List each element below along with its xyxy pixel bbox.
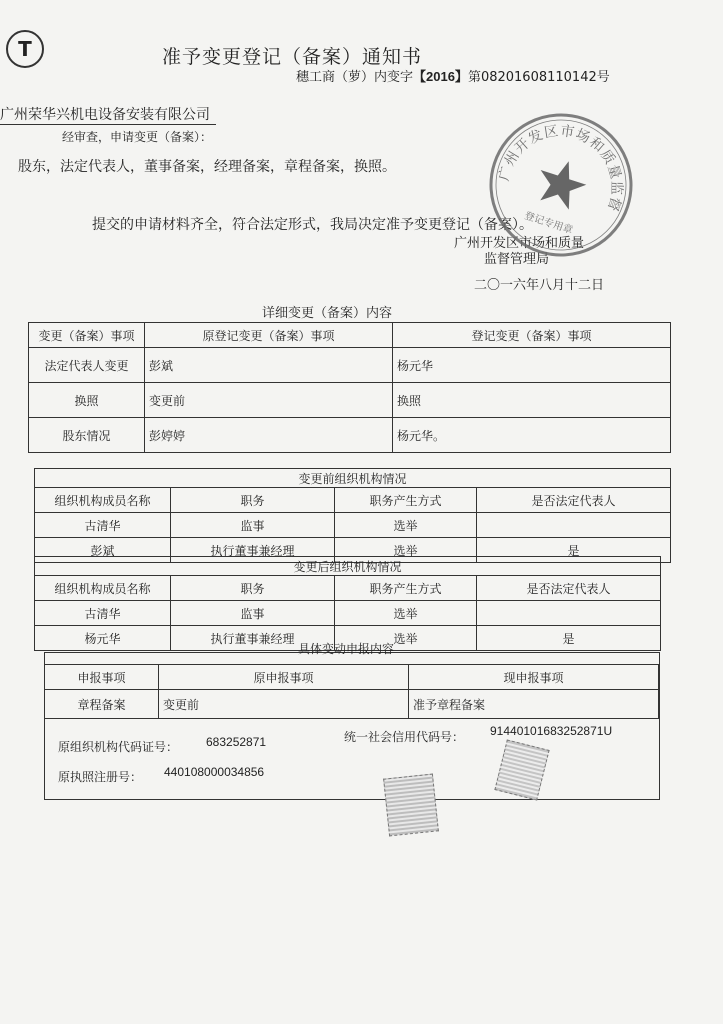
org-member-method: 选举 [335, 626, 477, 651]
org-after-header-row [35, 576, 661, 601]
org-header-name: 组织机构成员名称 [35, 576, 171, 601]
detail-original: 彭婷婷 [145, 418, 393, 453]
issuer-line-1: 广州开发区市场和质量 [454, 236, 585, 251]
detail-row [29, 348, 671, 383]
filing-original: 变更前 [159, 690, 409, 719]
org-member-method: 选举 [335, 513, 477, 538]
org-member-legal-rep: 是 [477, 538, 671, 563]
org-member-legal-rep [477, 601, 661, 626]
filing-current: 准予章程备案 [409, 690, 659, 719]
document-number [296, 66, 610, 85]
detail-new: 换照 [393, 383, 671, 418]
org-member-name: 古清华 [35, 601, 171, 626]
org-header-name: 组织机构成员名称 [35, 488, 171, 513]
org-member-name: 彭斌 [35, 538, 171, 563]
change-items: 股东，法定代表人，董事备案，经理备案，章程备案，换照。 [18, 159, 396, 175]
filing-header-original: 原申报事项 [159, 665, 409, 690]
license-value: 440108000034856 [164, 765, 265, 779]
org-member-name: 杨元华 [35, 626, 171, 651]
filing-item: 章程备案 [45, 690, 159, 719]
detail-header-original: 原登记变更（备案）事项 [145, 323, 393, 348]
filing-title: 具体变动申报内容 [298, 642, 395, 656]
detail-item: 法定代表人变更 [29, 348, 145, 383]
doc-number-suffix: 第08201608110142号 [467, 70, 610, 85]
org-code-value: 683252871 [206, 735, 267, 749]
detail-header-item: 变更（备案）事项 [29, 323, 145, 348]
license-label: 原执照注册号： [58, 770, 143, 784]
org-after-title: 变更后组织机构情况 [35, 557, 661, 576]
org-header-position: 职务 [171, 576, 335, 601]
official-seal [486, 110, 636, 260]
org-member-position: 监事 [171, 601, 335, 626]
org-header-legal-rep: 是否法定代表人 [477, 576, 661, 601]
org-member-method: 选举 [335, 601, 477, 626]
org-header-position: 职务 [171, 488, 335, 513]
page-mark: T [6, 30, 44, 68]
detail-item: 股东情况 [29, 418, 145, 453]
issue-date: 二〇一六年八月十二日 [474, 278, 605, 293]
org-row [35, 513, 671, 538]
org-after-table [34, 556, 661, 651]
doc-number-year: 【2016】 [413, 69, 468, 84]
org-before-title: 变更前组织机构情况 [35, 469, 671, 488]
detail-new: 杨元华。 [393, 418, 671, 453]
org-member-position: 执行董事兼经理 [171, 538, 335, 563]
doc-number-prefix: 穗工商（萝）内变字 [296, 70, 414, 85]
credit-code-value: 91440101683252871U [490, 724, 613, 738]
reviewed-line: 经审查，申请变更（备案）： [62, 130, 213, 144]
org-member-legal-rep [477, 513, 671, 538]
small-stamp [383, 774, 439, 837]
detail-table [28, 322, 671, 453]
detail-header-new: 登记变更（备案）事项 [393, 323, 671, 348]
detail-original: 变更前 [145, 383, 393, 418]
org-header-method: 职务产生方式 [335, 576, 477, 601]
org-code-label: 原组织机构代码证号： [58, 740, 179, 754]
seal-text: 广州开发区市场和质量监督管理局 [496, 123, 625, 214]
company-name: 广州荣华兴机电设备安装有限公司 [0, 104, 216, 125]
detail-original: 彭斌 [145, 348, 393, 383]
document-title: 准予变更登记（备案）通知书 [162, 46, 423, 68]
decision-text: 提交的申请材料齐全，符合法定形式，我局决定准予变更登记（备案）。 [92, 217, 533, 233]
credit-code-label: 统一社会信用代码号： [344, 730, 465, 744]
issuer-line-2: 监督管理局 [484, 252, 550, 267]
filing-header-current: 现申报事项 [409, 665, 659, 690]
svg-text:广州开发区市场和质量监督管理局 [486, 110, 636, 218]
org-member-position: 监事 [171, 513, 335, 538]
org-row [35, 601, 661, 626]
detail-row [29, 418, 671, 453]
filing-header-row [45, 665, 659, 690]
org-member-name: 古清华 [35, 513, 171, 538]
org-header-method: 职务产生方式 [335, 488, 477, 513]
org-member-position: 执行董事兼经理 [171, 626, 335, 651]
filing-header-item: 申报事项 [45, 665, 159, 690]
detail-item: 换照 [29, 383, 145, 418]
seal-sub-text: 登记专用章 [523, 210, 574, 237]
org-member-legal-rep: 是 [477, 626, 661, 651]
detail-header-row [29, 323, 671, 348]
org-header-legal-rep: 是否法定代表人 [477, 488, 671, 513]
detail-row [29, 383, 671, 418]
filing-row [45, 690, 659, 719]
org-before-header-row [35, 488, 671, 513]
org-member-method: 选举 [335, 538, 477, 563]
detail-new: 杨元华 [393, 348, 671, 383]
org-before-table [34, 468, 671, 563]
filing-table [44, 664, 659, 719]
detail-title: 详细变更（备案）内容 [262, 306, 393, 321]
